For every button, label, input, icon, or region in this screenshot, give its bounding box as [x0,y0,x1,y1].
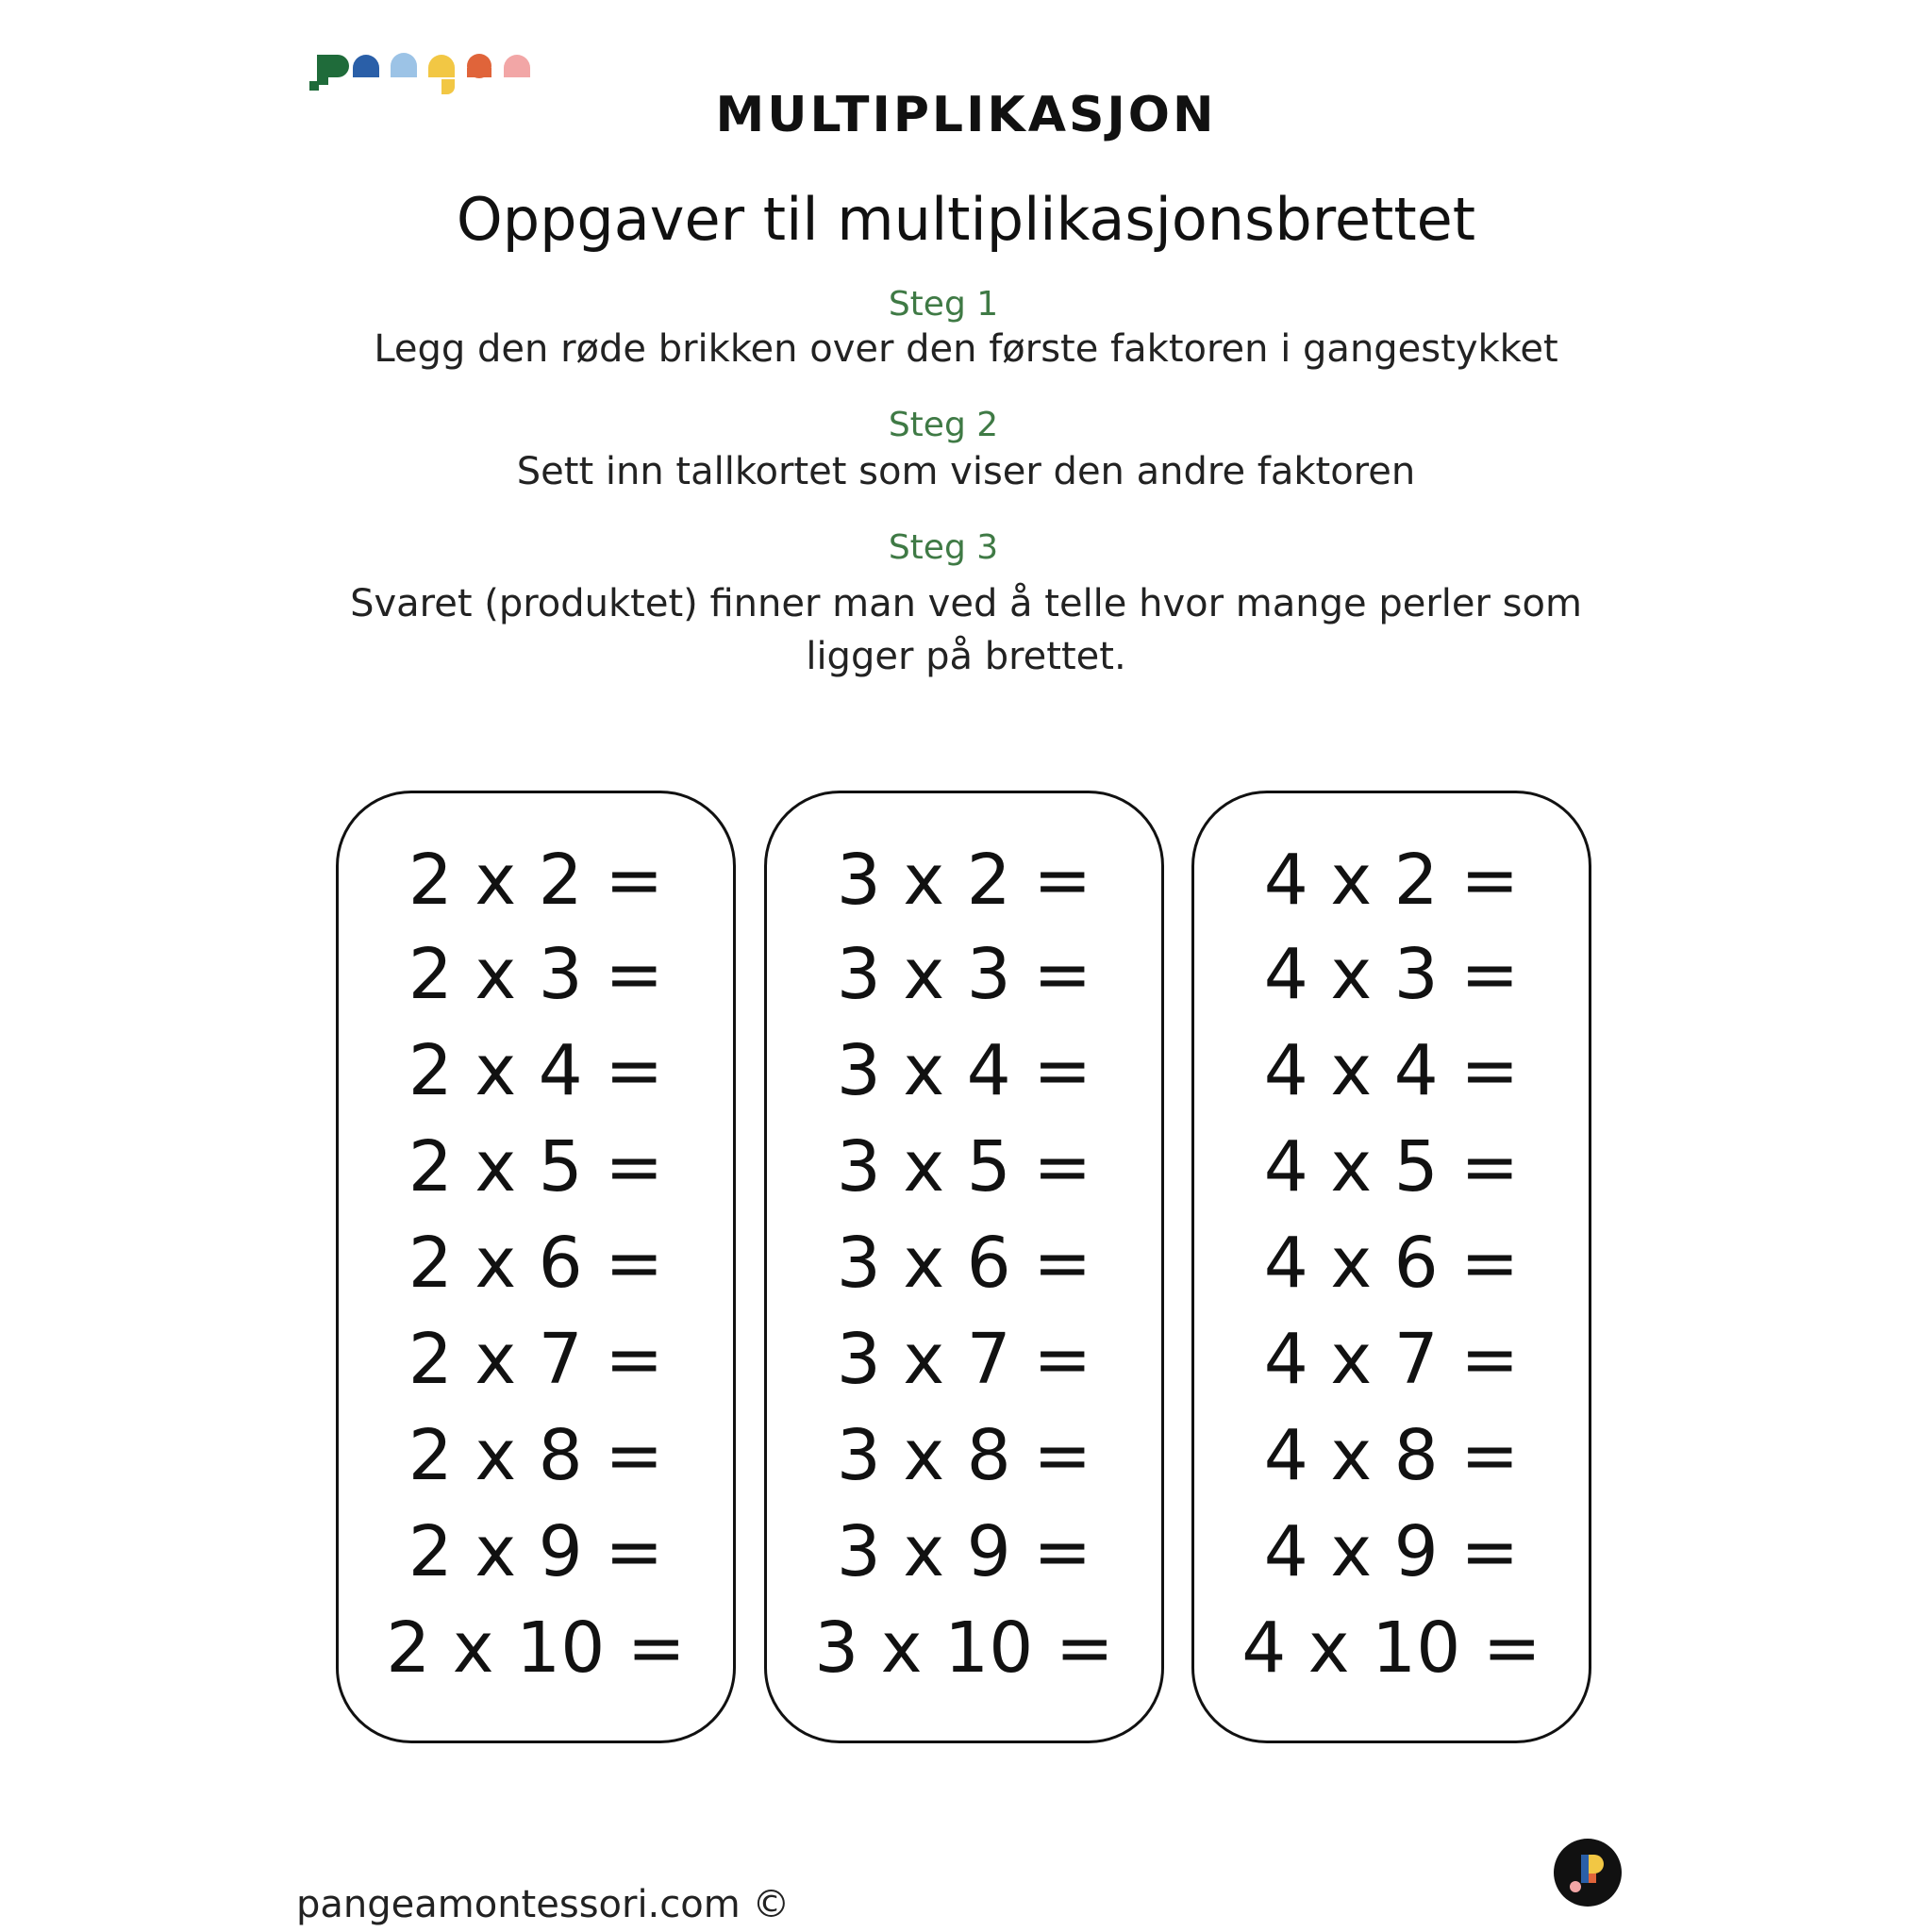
step-1-label: Steg 1 [888,285,999,324]
equation-row: 2 x 6 = [408,1223,664,1304]
equation-row: 3 x 7 = [836,1319,1092,1400]
equation-row: 3 x 8 = [836,1415,1092,1496]
equation-row: 2 x 7 = [408,1319,664,1400]
page-heading: MULTIPLIKASJON [715,87,1217,143]
equation-row: 4 x 9 = [1263,1511,1520,1592]
equation-row: 4 x 7 = [1263,1319,1520,1400]
equation-row: 4 x 2 = [1263,840,1520,921]
equation-row: 2 x 2 = [408,840,664,921]
equation-row: 3 x 5 = [836,1126,1092,1208]
step-2-text: Sett inn tallkortet som viser den andre faktoren [516,450,1416,493]
equation-row: 4 x 4 = [1263,1030,1520,1111]
equation-row: 3 x 9 = [836,1511,1092,1592]
equation-row: 3 x 4 = [836,1030,1092,1111]
equation-card-2 [336,791,736,1743]
footer-url: pangeamontessori.com © [296,1883,791,1926]
page-subtitle: Oppgaver til multiplikasjonsbrettet [456,185,1476,254]
equation-row: 4 x 3 = [1263,934,1520,1015]
equation-row: 3 x 6 = [836,1223,1092,1304]
equation-card-3 [764,791,1164,1743]
equation-row: 2 x 3 = [408,934,664,1015]
equation-row: 3 x 3 = [836,934,1092,1015]
equation-row: 2 x 10 = [386,1607,686,1689]
equation-row: 3 x 10 = [814,1607,1114,1689]
equation-row: 2 x 4 = [408,1030,664,1111]
equation-row: 4 x 5 = [1263,1126,1520,1208]
equation-row: 4 x 10 = [1241,1607,1541,1689]
equation-row: 2 x 5 = [408,1126,664,1208]
equation-row: 3 x 2 = [836,840,1092,921]
equation-row: 4 x 8 = [1263,1415,1520,1496]
step-3-text-line-1: Svaret (produktet) finner man ved å telle hvor mange perler som [350,582,1582,625]
step-1-text: Legg den røde brikken over den første faktoren i gangestykket [374,327,1558,371]
equation-card-4 [1191,791,1591,1743]
step-2-label: Steg 2 [888,406,999,444]
pangea-round-logo-icon [1553,1838,1623,1907]
equation-row: 4 x 6 = [1263,1223,1520,1304]
equation-row: 2 x 9 = [408,1511,664,1592]
step-3-text-line-2: ligger på brettet. [806,635,1126,678]
step-3-label: Steg 3 [888,528,999,567]
equation-row: 2 x 8 = [408,1415,664,1496]
